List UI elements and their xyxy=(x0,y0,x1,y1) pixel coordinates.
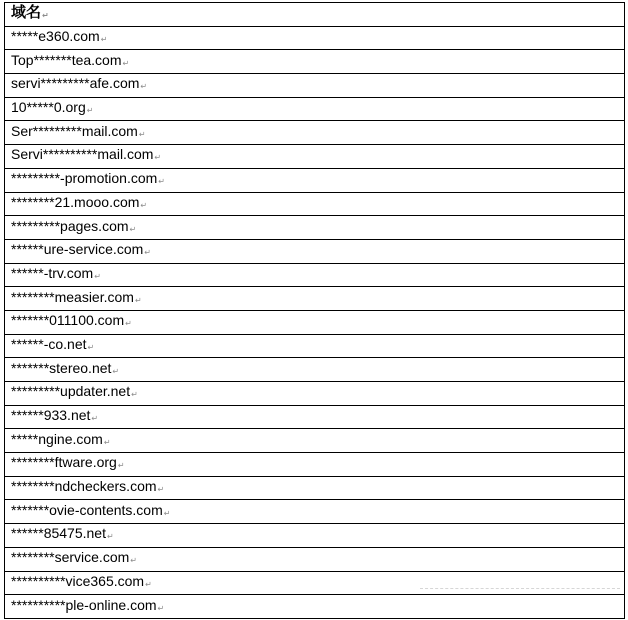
paragraph-mark-icon: ↵ xyxy=(129,224,137,234)
domain-text: ********ftware.org xyxy=(11,454,117,471)
domain-cell xyxy=(5,524,625,548)
paragraph-mark-icon: ↵ xyxy=(106,532,114,542)
table-row xyxy=(5,74,625,98)
domain-text: Top*******tea.com xyxy=(11,51,122,68)
table-row xyxy=(5,168,625,192)
table-row xyxy=(5,524,625,548)
paragraph-mark-icon: ↵ xyxy=(131,390,138,400)
header-row xyxy=(5,3,625,27)
table-row xyxy=(5,500,625,524)
domain-cell xyxy=(5,121,625,145)
domain-cell xyxy=(5,287,625,311)
domain-cell xyxy=(5,571,625,595)
domain-text: 10*****0.org xyxy=(11,99,86,116)
paragraph-mark-icon: ↵ xyxy=(140,200,148,210)
paragraph-mark-icon: ↵ xyxy=(158,177,165,187)
table-row xyxy=(5,405,625,429)
paragraph-mark-icon: ↵ xyxy=(94,271,101,281)
paragraph-mark-icon: ↵ xyxy=(100,35,108,45)
paragraph-mark-icon: ↵ xyxy=(130,556,137,566)
domain-cell xyxy=(5,382,625,406)
table-row xyxy=(5,121,625,145)
paragraph-mark-icon: ↵ xyxy=(125,319,132,329)
domain-text: *********updater.net xyxy=(11,383,131,400)
table-row xyxy=(5,429,625,453)
domain-text: ********ndcheckers.com xyxy=(11,478,157,495)
domain-cell xyxy=(5,547,625,571)
table-row xyxy=(5,192,625,216)
paragraph-mark-icon: ↵ xyxy=(163,508,171,518)
table-row xyxy=(5,239,625,263)
domain-cell xyxy=(5,145,625,169)
domain-text: ******ure-service.com xyxy=(11,241,144,258)
table-row xyxy=(5,476,625,500)
paragraph-mark-icon: ↵ xyxy=(117,461,125,471)
domain-cell xyxy=(5,500,625,524)
paragraph-mark-icon: ↵ xyxy=(86,106,94,116)
domain-text: **********ple-online.com xyxy=(11,596,157,613)
table-row xyxy=(5,382,625,406)
domain-cell xyxy=(5,97,625,121)
page-edge-dashes xyxy=(420,588,620,591)
domain-cell xyxy=(5,263,625,287)
domain-text: *******ovie-contents.com xyxy=(11,501,163,518)
table-row xyxy=(5,216,625,240)
paragraph-mark-icon: ↵ xyxy=(154,153,162,163)
table-row xyxy=(5,358,625,382)
header-cell-domain xyxy=(5,3,625,27)
domain-cell xyxy=(5,595,625,619)
table-body xyxy=(5,26,625,618)
domain-cell xyxy=(5,239,625,263)
domain-cell xyxy=(5,334,625,358)
table-row xyxy=(5,595,625,619)
domain-text: ******85475.net xyxy=(11,525,106,542)
table-row xyxy=(5,334,625,358)
domain-cell xyxy=(5,429,625,453)
domain-text: *****e360.com xyxy=(11,28,100,45)
domain-table xyxy=(4,2,625,619)
domain-text: ******933.net xyxy=(11,407,91,424)
domain-text: **********vice365.com xyxy=(11,572,145,589)
table-row xyxy=(5,263,625,287)
paragraph-mark-icon: ↵ xyxy=(145,579,152,589)
paragraph-mark-icon: ↵ xyxy=(91,414,99,424)
domain-cell xyxy=(5,405,625,429)
domain-text: *********pages.com xyxy=(11,217,129,234)
paragraph-mark-icon: ↵ xyxy=(112,366,120,376)
table-row xyxy=(5,453,625,477)
domain-text: *******stereo.net xyxy=(11,359,112,376)
table-row xyxy=(5,145,625,169)
paragraph-mark-icon: ↵ xyxy=(42,11,49,21)
domain-text: ******-trv.com xyxy=(11,264,94,281)
paragraph-mark-icon: ↵ xyxy=(144,248,151,258)
table-row xyxy=(5,50,625,74)
table-row xyxy=(5,571,625,595)
paragraph-mark-icon: ↵ xyxy=(122,58,130,68)
table-row xyxy=(5,287,625,311)
domain-text: *****ngine.com xyxy=(11,430,103,447)
paragraph-mark-icon: ↵ xyxy=(140,82,148,92)
domain-text: ******-co.net xyxy=(11,335,87,352)
paragraph-mark-icon: ↵ xyxy=(87,342,95,352)
paragraph-mark-icon: ↵ xyxy=(157,485,165,495)
table-row xyxy=(5,26,625,50)
domain-text: *******011100.com xyxy=(11,312,125,329)
domain-cell xyxy=(5,216,625,240)
table-row xyxy=(5,310,625,334)
domain-text: Ser*********mail.com xyxy=(11,122,138,139)
domain-text: Servi**********mail.com xyxy=(11,146,154,163)
domain-text: ********measier.com xyxy=(11,288,134,305)
domain-cell xyxy=(5,26,625,50)
domain-cell xyxy=(5,192,625,216)
table-row xyxy=(5,547,625,571)
domain-text: ********21.mooo.com xyxy=(11,193,140,210)
domain-cell xyxy=(5,74,625,98)
paragraph-mark-icon: ↵ xyxy=(103,437,111,447)
header-label: 域名 xyxy=(11,3,42,22)
paragraph-mark-icon: ↵ xyxy=(138,129,146,139)
domain-text: servi*********afe.com xyxy=(11,75,140,92)
domain-cell xyxy=(5,168,625,192)
domain-cell xyxy=(5,358,625,382)
table-row xyxy=(5,97,625,121)
paragraph-mark-icon: ↵ xyxy=(134,295,142,305)
domain-cell xyxy=(5,50,625,74)
domain-text: *********-promotion.com xyxy=(11,170,158,187)
domain-cell xyxy=(5,476,625,500)
domain-text: ********service.com xyxy=(11,549,130,566)
domain-cell xyxy=(5,453,625,477)
paragraph-mark-icon: ↵ xyxy=(157,603,165,613)
domain-cell xyxy=(5,310,625,334)
table-head xyxy=(5,3,625,27)
